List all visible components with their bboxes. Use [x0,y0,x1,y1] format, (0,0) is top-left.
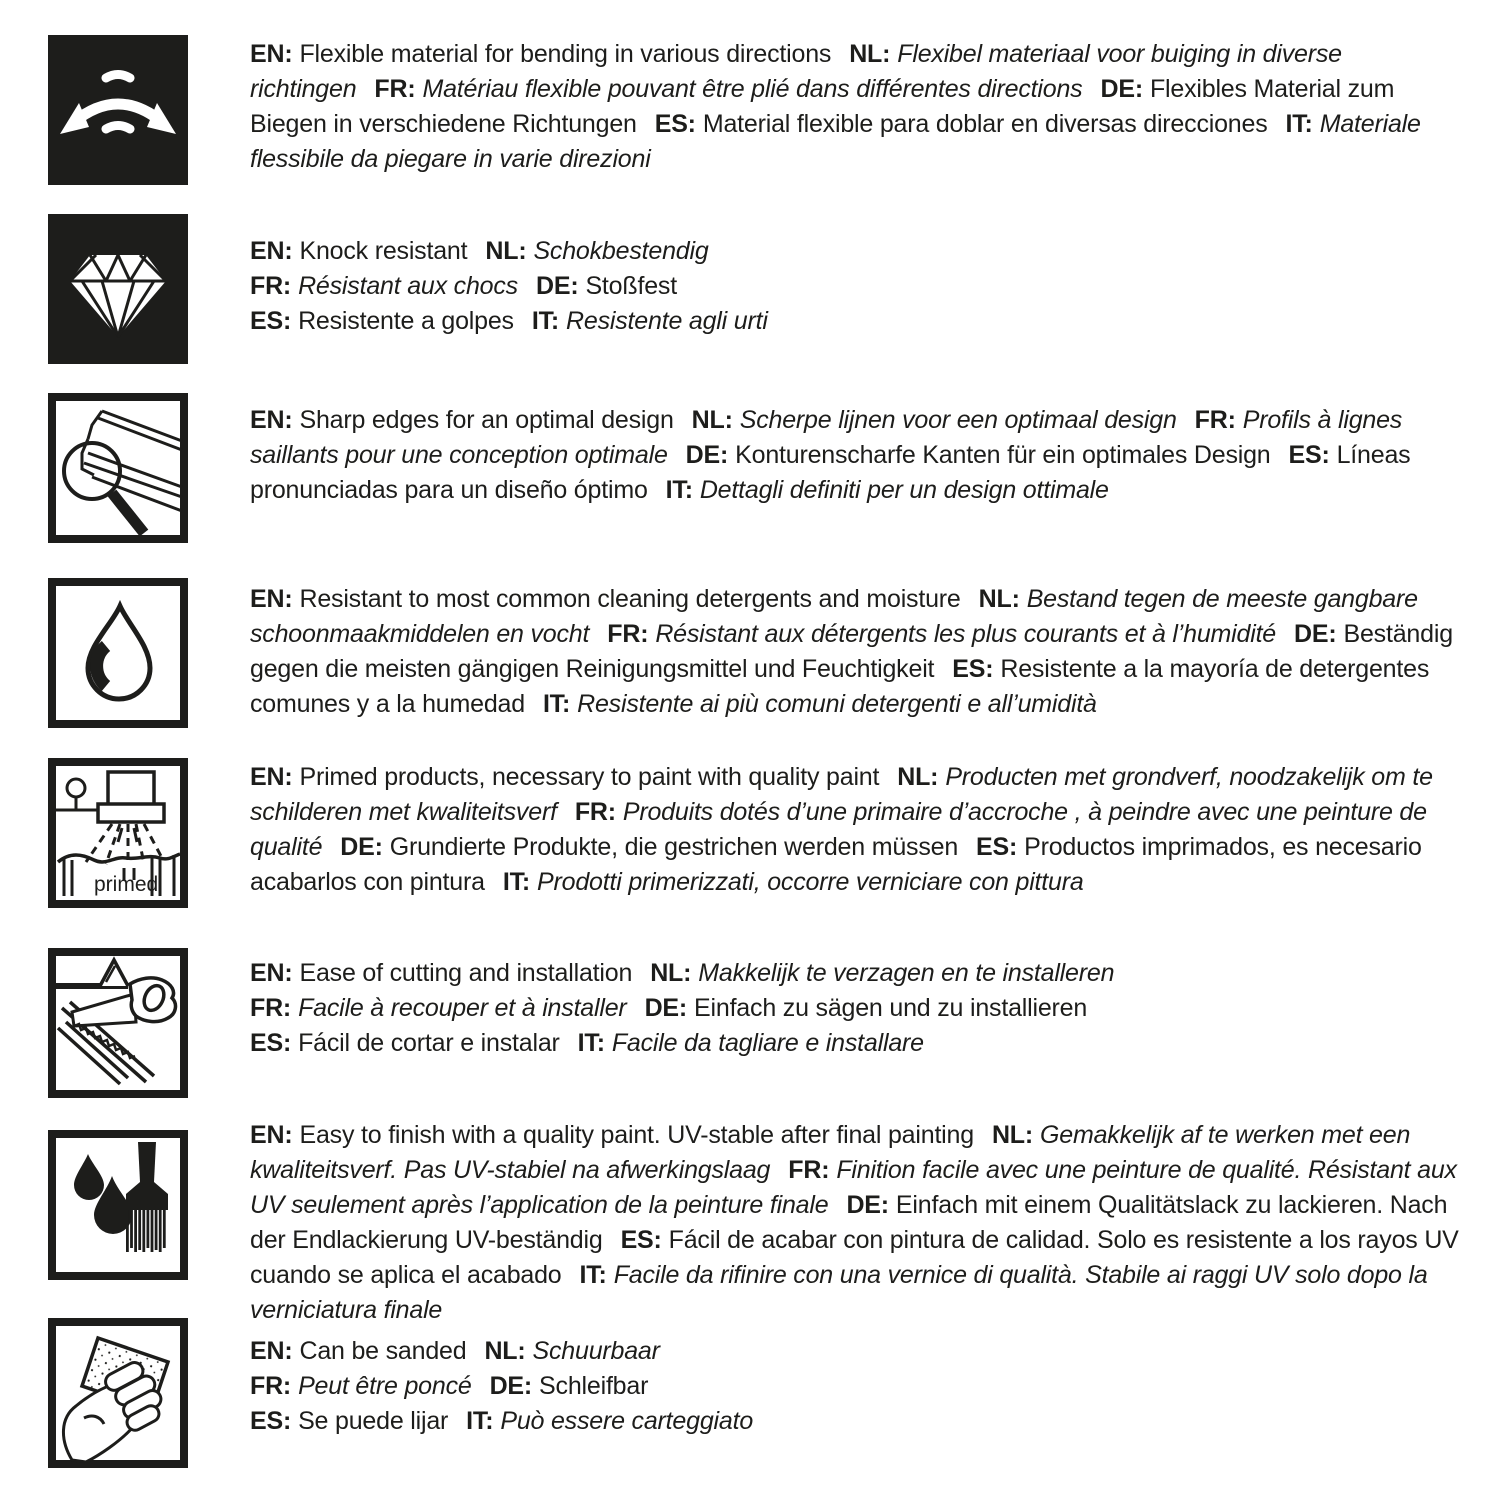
lang-text: Sharp edges for an optimal design [299,406,674,434]
lang-label: DE: [846,1191,889,1219]
feature-text-line [250,956,1465,991]
lang-label: NL: [691,406,733,434]
lang-text: Schleifbar [539,1372,649,1400]
lang-label: DE: [1100,75,1143,103]
lang-label: EN: [250,40,293,68]
lang-text: Flexibles Material zum Biegen in verschiedene Richtungen [250,75,1395,138]
lang-text: Resistente a golpes [298,307,514,335]
lang-text: Finition facile avec une peinture de qualité. Résistant aux UV seulement après l’application de la peinture finale [250,1156,1457,1219]
lang-segment-es [655,110,1268,138]
lang-label: NL: [485,237,527,265]
feature-text-line [250,403,1465,508]
primed-label: primed [94,873,159,896]
lang-label: IT: [531,307,560,335]
lang-text: Resistente ai più comuni detergenti e all’umidità [577,690,1097,718]
feature-text-line [250,234,1465,269]
lang-label: FR: [250,994,292,1022]
lang-segment-de [536,272,677,300]
feature-text-line [250,1118,1465,1328]
lang-text: Material flexible para doblar en diversas direcciones [702,110,1268,138]
lang-segment-en [250,763,879,791]
lang-text: Producten met grondverf, noodzakelijk om te schilderen met kwaliteitsverf [250,763,1433,826]
lang-label: IT: [1285,110,1313,138]
lang-label: ES: [250,1407,292,1435]
lang-text: Ease of cutting and installation [299,959,633,987]
lang-label: IT: [542,690,571,718]
lang-label: ES: [250,307,292,335]
lang-text: Einfach mit einem Qualitätslack zu lackieren. Nach der Endlackierung UV-beständig [250,1191,1448,1254]
lang-label: ES: [976,833,1018,861]
lang-label: ES: [952,655,994,683]
lang-text: Scherpe lijnen voor een optimaal design [739,406,1177,434]
lang-text: Flexible material for bending in various directions [299,40,832,68]
lang-segment-it [532,307,768,335]
lang-segment-es [250,1029,560,1057]
lang-segment-fr [250,994,627,1022]
lang-text: Bestand tegen de meeste gangbare schoonmaakmiddelen en vocht [250,585,1418,648]
lang-segment-it [466,1407,753,1435]
lang-label: ES: [654,110,696,138]
lang-label: EN: [250,959,293,987]
lang-label: FR: [1194,406,1236,434]
feature-text-knock-resistant [250,234,1465,339]
lang-text: Flexibel materiaal voor buiging in diverse richtingen [250,40,1342,103]
sanding-hand-icon [48,1318,188,1468]
lang-label: FR: [250,1372,292,1400]
lang-segment-it [503,868,1084,896]
lang-segment-nl [485,237,708,265]
lang-segment-en [250,1337,466,1365]
primer-spray-icon [48,758,188,908]
lang-segment-nl [692,406,1177,434]
lang-text: Grundierte Produkte, die gestrichen werden müssen [389,833,959,861]
lang-segment-it [578,1029,924,1057]
lang-text: Résistant aux détergents les plus courants et à l’humidité [655,620,1277,648]
lang-text: Can be sanded [299,1337,467,1365]
lang-label: EN: [250,585,293,613]
lang-text: Fácil de cortar e instalar [298,1029,560,1057]
lang-label: IT: [502,868,531,896]
lang-segment-en [250,585,961,613]
lang-label: DE: [685,441,729,469]
sharp-edge-magnifier-icon [48,393,188,543]
feature-text-flexible [250,37,1465,177]
feature-text-line [250,1334,1465,1369]
lang-text: Knock resistant [299,237,468,265]
lang-segment-it [543,690,1097,718]
lang-label: EN: [250,406,293,434]
lang-text: Résistant aux chocs [298,272,518,300]
lang-text: Schuurbaar [532,1337,660,1365]
lang-segment-fr [250,272,518,300]
lang-text: Prodotti primerizzati, occorre verniciare con pittura [537,868,1084,896]
lang-label: FR: [788,1156,830,1184]
lang-label: FR: [250,272,292,300]
lang-segment-de [340,833,958,861]
flex-bend-arrows-icon [48,35,188,185]
lang-label: DE: [535,272,579,300]
lang-label: IT: [466,1407,494,1435]
lang-segment-nl [484,1337,659,1365]
lang-text: Konturenscharfe Kanten für ein optimales Design [735,441,1271,469]
lang-text: Makkelijk te verzagen en te installeren [698,959,1115,987]
lang-label: IT: [665,476,693,504]
lang-segment-it [666,476,1109,504]
lang-label: IT: [577,1029,605,1057]
lang-text: Gemakkelijk af te werken met een kwaliteitsverf. Pas UV-stabiel na afwerkingslaag [250,1121,1411,1184]
lang-text: Fácil de acabar con pintura de calidad. Solo es resistente a los rayos UV cuando se aplica el acabado [250,1226,1459,1289]
lang-label: FR: [607,620,649,648]
lang-label: NL: [991,1121,1034,1149]
lang-text: Facile da rifinire con una vernice di qualità. Stabile ai raggi UV solo dopo la verniciatura finale [250,1261,1428,1324]
lang-text: Líneas pronunciadas para un diseño óptimo [250,441,1411,504]
lang-segment-en [250,40,831,68]
lang-text: Dettagli definiti per un design ottimale [699,476,1109,504]
lang-label: EN: [250,237,293,265]
feature-text-easy-finish-uv [250,1118,1465,1328]
lang-text: Schokbestendig [533,237,709,265]
lang-segment-en [250,959,632,987]
lang-text: Facile da tagliare e installare [611,1029,924,1057]
feature-text-line [250,760,1465,900]
lang-segment-fr [250,1372,472,1400]
lang-text: Primed products, necessary to paint with quality paint [299,763,880,791]
lang-text: Easy to finish with a quality paint. UV-stable after final painting [299,1121,974,1149]
feature-text-line [250,304,1465,339]
feature-text-moisture-resistant [250,582,1465,722]
lang-label: EN: [250,1121,293,1149]
lang-text: Stoßfest [585,272,677,300]
water-drop-icon [48,578,188,728]
lang-segment-en [250,1121,974,1149]
lang-text: Può essere carteggiato [500,1407,754,1435]
lang-label: NL: [484,1337,526,1365]
lang-label: DE: [489,1372,533,1400]
paint-brush-drops-icon [48,1130,188,1280]
lang-text: Facile à recouper et à installer [298,994,627,1022]
lang-label: IT: [579,1261,607,1289]
feature-text-primed [250,760,1465,900]
lang-segment-es [250,1407,448,1435]
hand-saw-icon [48,948,188,1098]
feature-text-sharp-edges [250,403,1465,508]
feature-text-line [250,1404,1465,1439]
feature-text-line [250,1026,1465,1061]
lang-text: Produits dotés d’une primaire d’accroche , à peindre avec une peinture de qualité [250,798,1427,861]
lang-text: Se puede lijar [298,1407,449,1435]
lang-label: EN: [250,763,293,791]
lang-segment-es [250,307,514,335]
lang-label: ES: [250,1029,292,1057]
lang-text: Profils à lignes saillants pour une conception optimale [250,406,1403,469]
lang-text: Resistente a la mayoría de detergentes comunes y a la humedad [250,655,1430,718]
lang-text: Materiale flessibile da piegare in varie direzioni [250,110,1421,173]
lang-label: DE: [1294,620,1337,648]
lang-label: NL: [650,959,692,987]
lang-label: NL: [978,585,1020,613]
lang-text: Resistant to most common cleaning detergents and moisture [299,585,961,613]
feature-text-line [250,991,1465,1026]
lang-text: Resistente agli urti [566,307,768,335]
lang-label: ES: [1288,441,1330,469]
lang-label: DE: [644,994,688,1022]
lang-segment-de [645,994,1088,1022]
feature-text-line [250,37,1465,177]
feature-text-line [250,582,1465,722]
lang-label: EN: [250,1337,293,1365]
feature-text-easy-cutting [250,956,1465,1061]
lang-segment-fr [374,75,1082,103]
lang-label: ES: [620,1226,662,1254]
lang-label: FR: [574,798,616,826]
lang-segment-de [686,441,1271,469]
lang-segment-de [490,1372,649,1400]
feature-text-line [250,269,1465,304]
lang-segment-en [250,237,467,265]
lang-segment-nl [650,959,1114,987]
lang-label: FR: [374,75,416,103]
lang-label: DE: [340,833,383,861]
lang-text: Productos imprimados, es necesario acabarlos con pintura [250,833,1422,896]
diamond-icon [48,214,188,364]
feature-text-sandable [250,1334,1465,1439]
lang-label: NL: [849,40,891,68]
lang-text: Einfach zu sägen und zu installieren [694,994,1088,1022]
lang-text: Peut être poncé [298,1372,472,1400]
lang-segment-fr [607,620,1276,648]
feature-text-line [250,1369,1465,1404]
lang-text: Beständig gegen die meisten gängigen Reinigungsmittel und Feuchtigkeit [250,620,1453,683]
lang-text: Matériau flexible pouvant être plié dans différentes directions [422,75,1083,103]
lang-segment-en [250,406,674,434]
lang-label: NL: [897,763,939,791]
